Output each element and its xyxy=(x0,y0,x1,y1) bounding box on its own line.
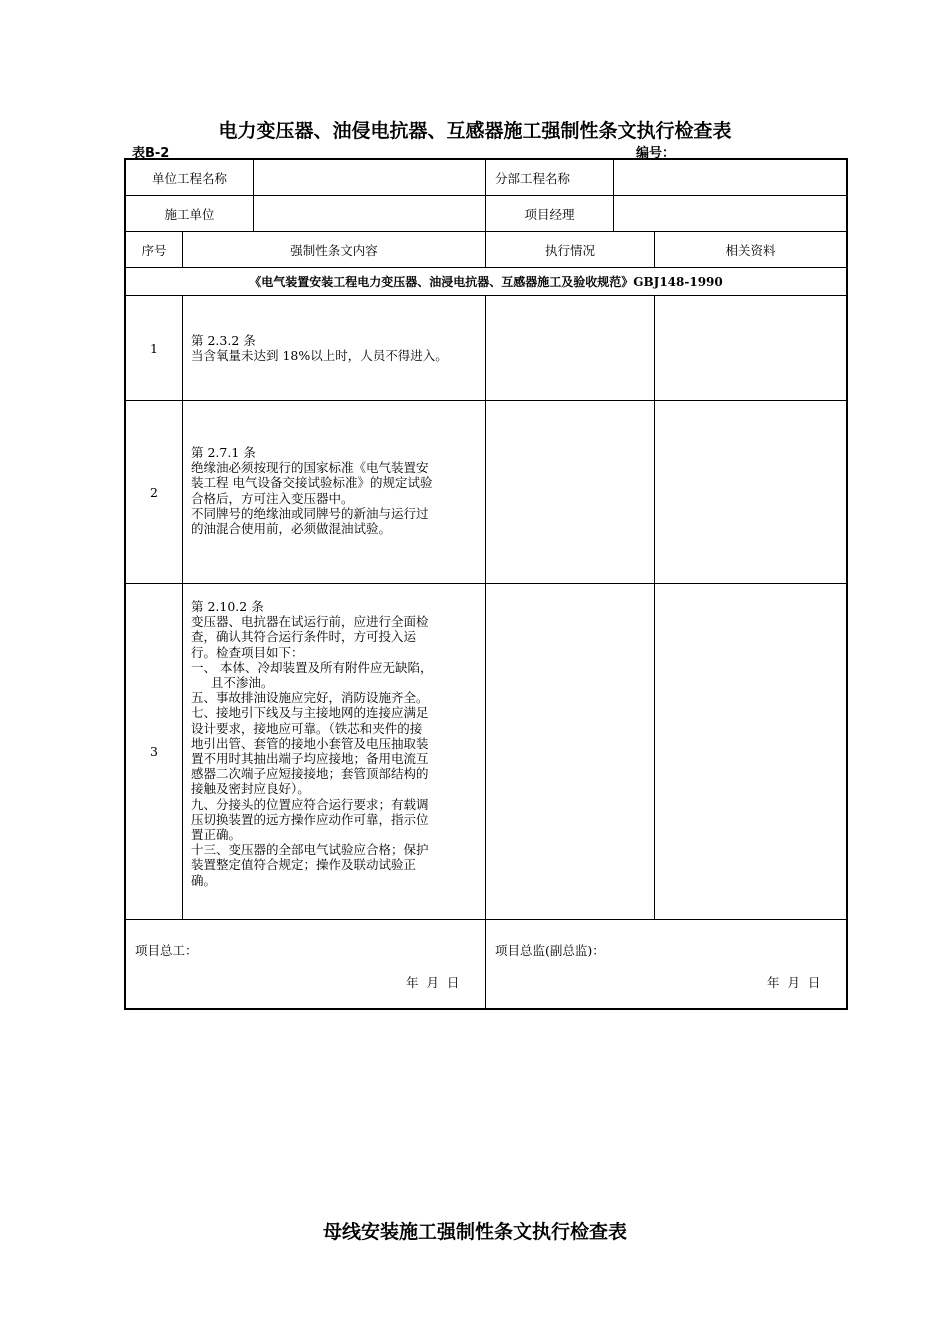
chief-supervisor-label: 项目总监(副总监)： xyxy=(495,943,605,958)
column-header-status: 执行情况 xyxy=(544,242,595,258)
unit-project-label: 单位工程名称 xyxy=(151,170,227,186)
standard-reference: 《电气装置安装工程电力变压器、油浸电抗器、互感器施工及验收规范》GBJ148-1990 xyxy=(249,275,723,289)
execution-status-cell[interactable] xyxy=(486,401,654,583)
project-manager-value[interactable] xyxy=(614,196,846,231)
clause-text: 第 2.10.2 条 变压器、电抗器在试运行前，应进行全面检 查，确认其符合运行条件时，方可投入运 行。检查项目如下： 一、 本体、冷却装置及所有附件应无缺陷， 且不渗油。 五、事故排油设施应完好，消防设施齐全。 七、接地引下线及与主接地网的连接应满足 设计要求，接地应可靠。（铁芯和夹件的接 地引出管、套管的接地小套管及电压抽取装 置不用时其抽出端子均应接地；备用电流互 感器二次端子应短接接地；套管顶部结构的 接触及密封应良好）。 九、分接头的位置应符合运行要求；有载调 压切换装置的远方操作应动作可靠，指示位 置正确。 十三、变压器的全部电气试验应合格；保护 装置整定值符合规定；操作及联动试验正 确。 xyxy=(191,599,433,888)
column-header-materials: 相关资料 xyxy=(725,242,776,258)
construction-unit-label: 施工单位 xyxy=(164,206,215,222)
table-code: 表B-2 xyxy=(132,146,170,161)
row-seq: 1 xyxy=(150,340,158,356)
next-document-title: 母线安装施工强制性条文执行检查表 xyxy=(322,1221,627,1243)
related-materials-cell[interactable] xyxy=(655,584,846,919)
unit-project-value[interactable] xyxy=(254,160,485,195)
sub-project-label: 分部工程名称 xyxy=(495,170,571,186)
row-seq: 2 xyxy=(150,484,158,500)
clause-text: 第 2.7.1 条 绝缘油必须按现行的国家标准《电气装置安 装工程 电气设备交接试验标准》的规定试验 合格后，方可注入变压器中。 不同牌号的绝缘油或同牌号的新油与运行过 的油混合使用前，必须做混油试验。 xyxy=(191,445,433,537)
serial-number-label: 编号： xyxy=(636,146,676,161)
column-divider xyxy=(182,295,183,919)
column-header-content: 强制性条文内容 xyxy=(290,242,378,258)
row-seq: 3 xyxy=(150,744,158,759)
execution-status-cell[interactable] xyxy=(486,296,654,400)
clause-text: 第 2.3.2 条 当含氧量未达到 18%以上时，人员不得进入。 xyxy=(191,333,448,364)
related-materials-cell[interactable] xyxy=(655,296,846,400)
document-title: 电力变压器、油侵电抗器、互感器施工强制性条文执行检查表 xyxy=(218,120,732,142)
sub-project-value[interactable] xyxy=(614,160,846,195)
construction-unit-value[interactable] xyxy=(254,196,485,231)
execution-status-cell[interactable] xyxy=(486,584,654,919)
column-divider xyxy=(485,919,486,1008)
row-divider xyxy=(126,919,846,920)
chief-engineer-date: 年 月 日 xyxy=(406,975,460,990)
chief-supervisor-date: 年 月 日 xyxy=(767,975,821,990)
chief-engineer-label: 项目总工： xyxy=(135,943,198,958)
project-manager-label: 项目经理 xyxy=(524,206,575,222)
column-header-seq: 序号 xyxy=(141,242,167,258)
related-materials-cell[interactable] xyxy=(655,401,846,583)
